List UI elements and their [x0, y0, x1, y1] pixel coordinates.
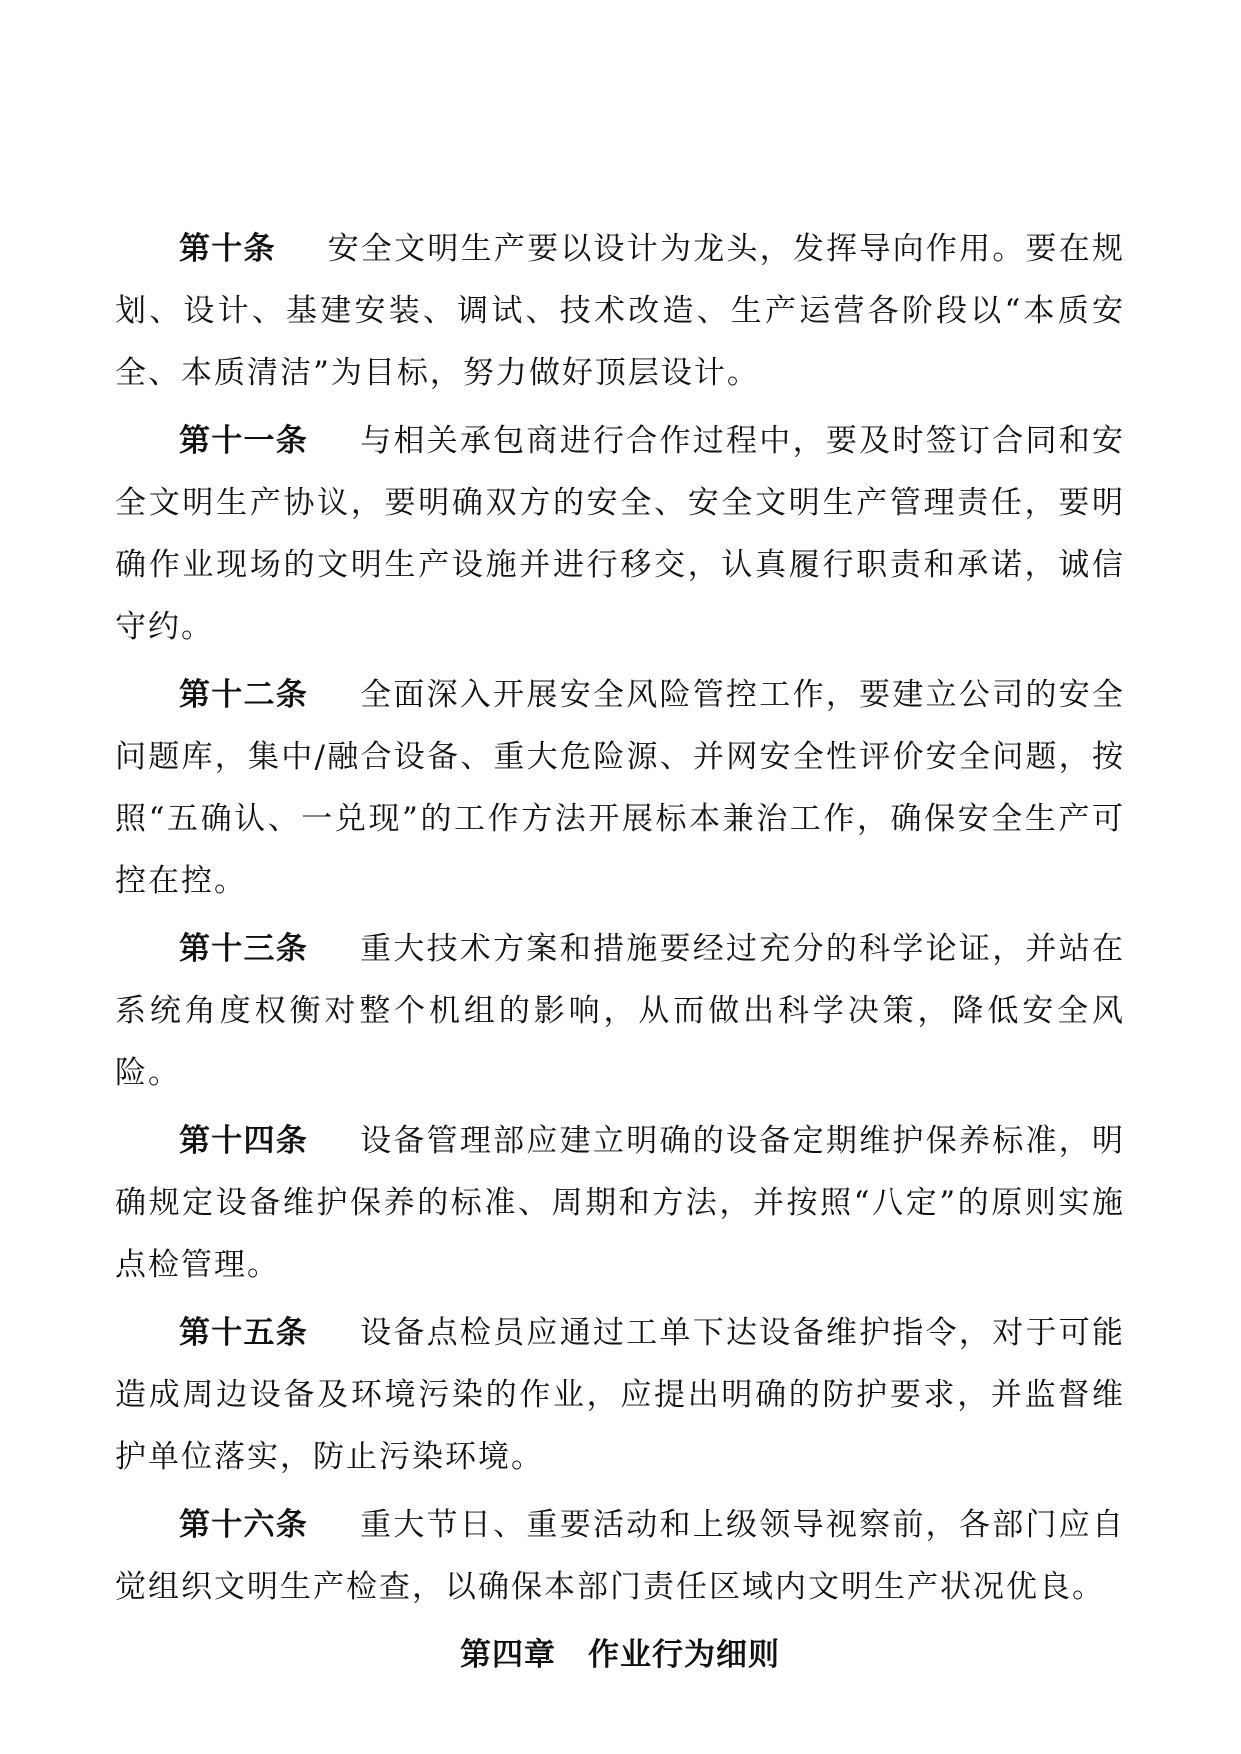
- article-10: [115, 218, 1125, 404]
- article-text: 安全文明生产要以设计为龙头，发挥导向作用。要在规划、设计、基建安装、调试、技术改造、生产运营各阶段以“本质安全、本质清洁”为目标，努力做好顶层设计。: [115, 231, 1126, 391]
- article-text: 设备管理部应建立明确的设备定期维护保养标准，明确规定设备维护保养的标准、周期和方法，并按照“八定”的原则实施点检管理。: [115, 1123, 1125, 1283]
- article-number: 第十条: [179, 231, 276, 267]
- article-number: 第十三条: [179, 931, 309, 967]
- article-15: [115, 1302, 1125, 1488]
- article-number: 第十四条: [179, 1123, 309, 1159]
- article-text: 全面深入开展安全风险管控工作，要建立公司的安全问题库，集中/融合设备、重大危险源、并网安全性评价安全问题，按照“五确认、一兑现”的工作方法开展标本兼治工作，确保安全生产可控在控。: [115, 677, 1125, 899]
- article-13: [115, 918, 1125, 1104]
- article-11: [115, 410, 1125, 658]
- chapter-heading: [115, 1624, 1125, 1686]
- article-16: [115, 1494, 1125, 1618]
- article-text: 与相关承包商进行合作过程中，要及时签订合同和安全文明生产协议，要明确双方的安全、安全文明生产管理责任，要明确作业现场的文明生产设施并进行移交，认真履行职责和承诺，诚信守约。: [115, 423, 1125, 645]
- article-14: [115, 1110, 1125, 1296]
- article-number: 第十二条: [179, 677, 309, 713]
- article-12: [115, 664, 1125, 912]
- article-number: 第十五条: [179, 1315, 309, 1351]
- chapter-number: 第四章: [460, 1637, 556, 1673]
- article-text: 重大节日、重要活动和上级领导视察前，各部门应自觉组织文明生产检查，以确保本部门责任区域内文明生产状况优良。: [115, 1507, 1125, 1605]
- article-number: 第十六条: [179, 1507, 309, 1543]
- chapter-title: 作业行为细则: [588, 1637, 780, 1673]
- article-number: 第十一条: [179, 423, 309, 459]
- document-body: [115, 218, 1125, 1686]
- article-text: 重大技术方案和措施要经过充分的科学论证，并站在系统角度权衡对整个机组的影响，从而做出科学决策，降低安全风险。: [115, 931, 1125, 1091]
- article-text: 设备点检员应通过工单下达设备维护指令，对于可能造成周边设备及环境污染的作业，应提出明确的防护要求，并监督维护单位落实，防止污染环境。: [115, 1315, 1125, 1475]
